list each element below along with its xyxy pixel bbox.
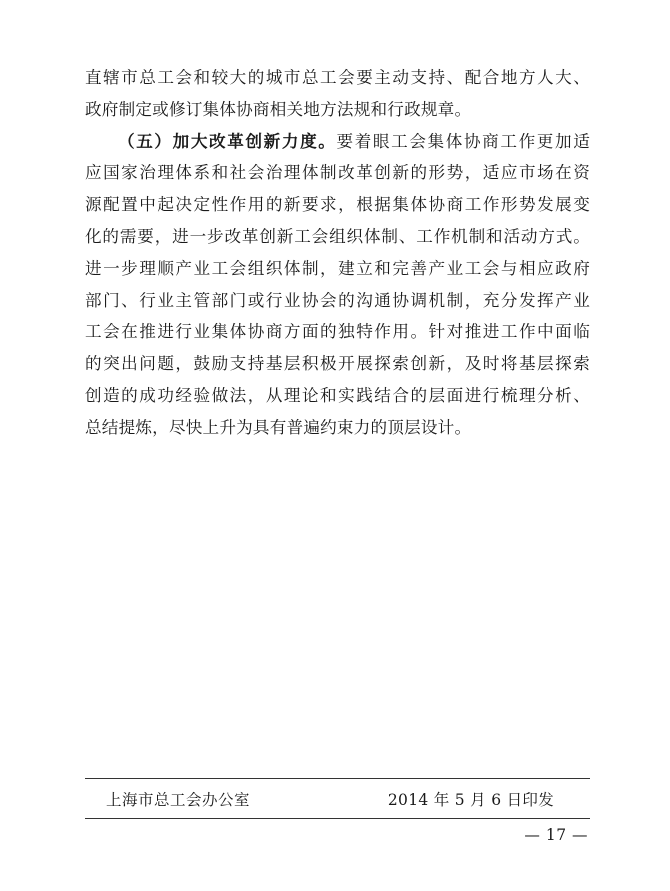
footer-top-rule	[85, 778, 590, 779]
body-line: 部门、行业主管部门或行业协会的沟通协调机制，充分发挥产业	[85, 290, 590, 310]
body-line: 源配置中起决定性作用的新要求，根据集体协商工作形势发展变	[85, 195, 590, 215]
page-number: — 17 —	[524, 826, 588, 844]
body-line: 总结提炼，尽快上升为具有普遍约束力的顶层设计。	[85, 417, 472, 437]
body-line: 应国家治理体系和社会治理体制改革创新的形势，适应市场在资	[85, 163, 590, 183]
body-line: 创造的成功经验做法，从理论和实践结合的层面进行梳理分析、	[85, 385, 590, 405]
section-first-line	[85, 126, 590, 158]
body-line: 政府制定或修订集体协商相关地方法规和行政规章。	[85, 99, 472, 119]
document-body	[85, 62, 590, 444]
issuer-name: 上海市总工会办公室	[106, 791, 251, 809]
footer-bottom-rule	[85, 818, 590, 819]
body-line: 化的需要，进一步改革创新工会组织体制、工作机制和活动方式。	[85, 226, 590, 246]
section-heading: （五）加大改革创新力度。	[118, 131, 337, 151]
body-line: 的突出问题，鼓励支持基层积极开展探索创新，及时将基层探索	[85, 354, 590, 374]
issue-date: 2014 年 5 月 6 日印发	[387, 791, 554, 809]
body-line: 进一步理顺产业工会组织体制，建立和完善产业工会与相应政府	[85, 258, 590, 278]
body-text-fragment: 要着眼工会集体协商工作更加适	[336, 131, 590, 151]
body-line: 直辖市总工会和较大的城市总工会要主动支持、配合地方人大、	[85, 68, 590, 87]
body-line: 工会在推进行业集体协商方面的独特作用。针对推进工作中面临	[85, 322, 590, 342]
